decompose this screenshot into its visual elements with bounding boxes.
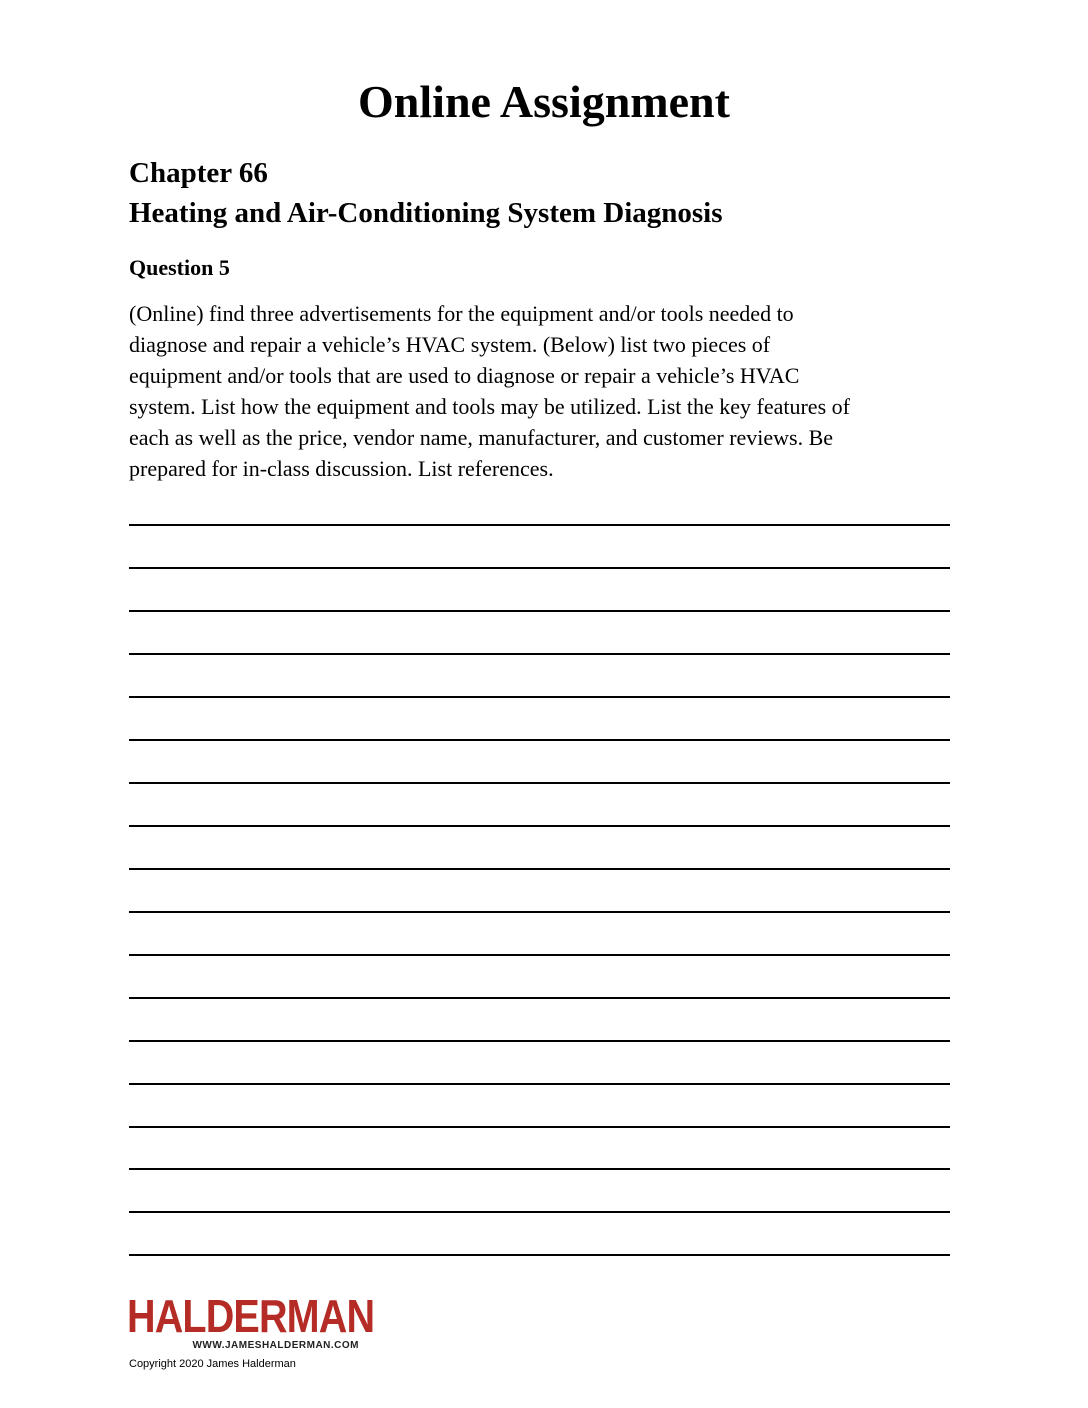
prompt-line: each as well as the price, vendor name, manufacturer, and customer reviews. Be [129, 425, 834, 450]
halderman-logo [127, 1290, 375, 1352]
answer-line[interactable] [129, 1254, 950, 1256]
page-title: Online Assignment [358, 76, 730, 127]
answer-line[interactable] [129, 1083, 950, 1085]
answer-line[interactable] [129, 997, 950, 999]
answer-line[interactable] [129, 1211, 950, 1213]
logo-wordmark: HALDERMAN [127, 1290, 375, 1342]
answer-line[interactable] [129, 610, 950, 612]
answer-line[interactable] [129, 782, 950, 784]
answer-line[interactable] [129, 1126, 950, 1128]
prompt-line: system. List how the equipment and tools may be utilized. List the key features of [129, 394, 850, 419]
prompt-line: equipment and/or tools that are used to diagnose or repair a vehicle’s HVAC [129, 363, 800, 388]
chapter-number: Chapter 66 [129, 157, 268, 189]
answer-line[interactable] [129, 696, 950, 698]
question-label: Question 5 [129, 255, 230, 280]
prompt-line: diagnose and repair a vehicle’s HVAC system. (Below) list two pieces of [129, 332, 771, 357]
prompt-line: prepared for in-class discussion. List references. [129, 456, 554, 481]
answer-line[interactable] [129, 524, 950, 526]
logo-url: WWW.JAMESHALDERMAN.COM [192, 1340, 359, 1351]
answer-line[interactable] [129, 911, 950, 913]
answer-line[interactable] [129, 1168, 950, 1170]
answer-line[interactable] [129, 868, 950, 870]
answer-line[interactable] [129, 825, 950, 827]
answer-area[interactable] [129, 0, 950, 1408]
answer-line[interactable] [129, 954, 950, 956]
answer-line[interactable] [129, 567, 950, 569]
answer-line[interactable] [129, 1040, 950, 1042]
prompt-line: (Online) find three advertisements for the equipment and/or tools needed to [129, 301, 794, 326]
chapter-title: Heating and Air-Conditioning System Diagnosis [129, 197, 723, 229]
answer-line[interactable] [129, 653, 950, 655]
copyright-notice: Copyright 2020 James Halderman [129, 1358, 296, 1370]
answer-line[interactable] [129, 739, 950, 741]
